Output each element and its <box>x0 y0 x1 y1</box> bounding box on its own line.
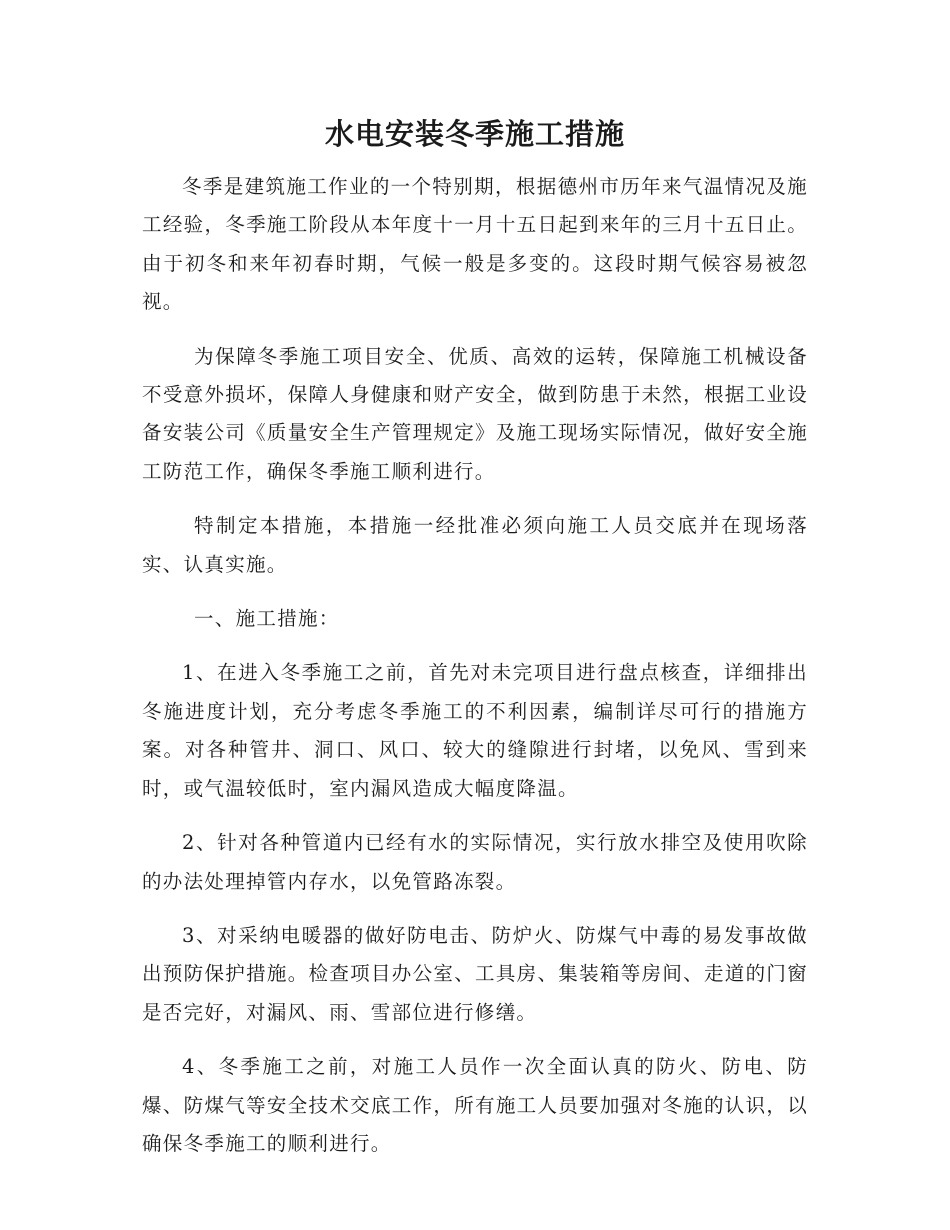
document-title: 水电安装冬季施工措施 <box>324 117 625 151</box>
measure-item-4: 4、冬季施工之前，对施工人员作一次全面认真的防火、防电、防爆、防煤气等安全技术交底工作，所有施工人员要加强对冬施的认识，以确保冬季施工的顺利进行。 <box>142 1055 808 1155</box>
measure-item-1: 1、在进入冬季施工之前，首先对未完项目进行盘点核查，详细排出冬施进度计划，充分考虑冬季施工的不利因素，编制详尽可行的措施方案。对各种管井、洞口、风口、较大的缝隙进行封堵，以免风、雪到来时，或气温较低时，室内漏风造成大幅度降温。 <box>142 661 808 800</box>
measure-item-2: 2、针对各种管道内已经有水的实际情况，实行放水排空及使用吹除的办法处理掉管内存水，以免管路冻裂。 <box>142 831 808 893</box>
document-page <box>142 100 808 1179</box>
implementation-paragraph: 特制定本措施，本措施一经批准必须向施工人员交底并在现场落实、认真实施。 <box>142 514 808 576</box>
intro-paragraph: 冬季是建筑施工作业的一个特别期，根据德州市历年来气温情况及施工经验，冬季施工阶段从本年度十一月十五日起到来年的三月十五日止。由于初冬和来年初春时期，气候一般是多变的。这段时期气候容易被忽视。 <box>142 175 808 314</box>
section-heading: 一、施工措施： <box>194 607 340 631</box>
purpose-paragraph: 为保障冬季施工项目安全、优质、高效的运转，保障施工机械设备不受意外损坏，保障人身健康和财产安全，做到防患于未然，根据工业设备安装公司《质量安全生产管理规定》及施工现场实际情况，做好安全施工防范工作，确保冬季施工顺利进行。 <box>142 344 808 483</box>
measure-item-3: 3、对采纳电暖器的做好防电击、防炉火、防煤气中毒的易发事故做出预防保护措施。检查项目办公室、工具房、集装箱等房间、走道的门窗是否完好，对漏风、雨、雪部位进行修缮。 <box>142 923 808 1024</box>
